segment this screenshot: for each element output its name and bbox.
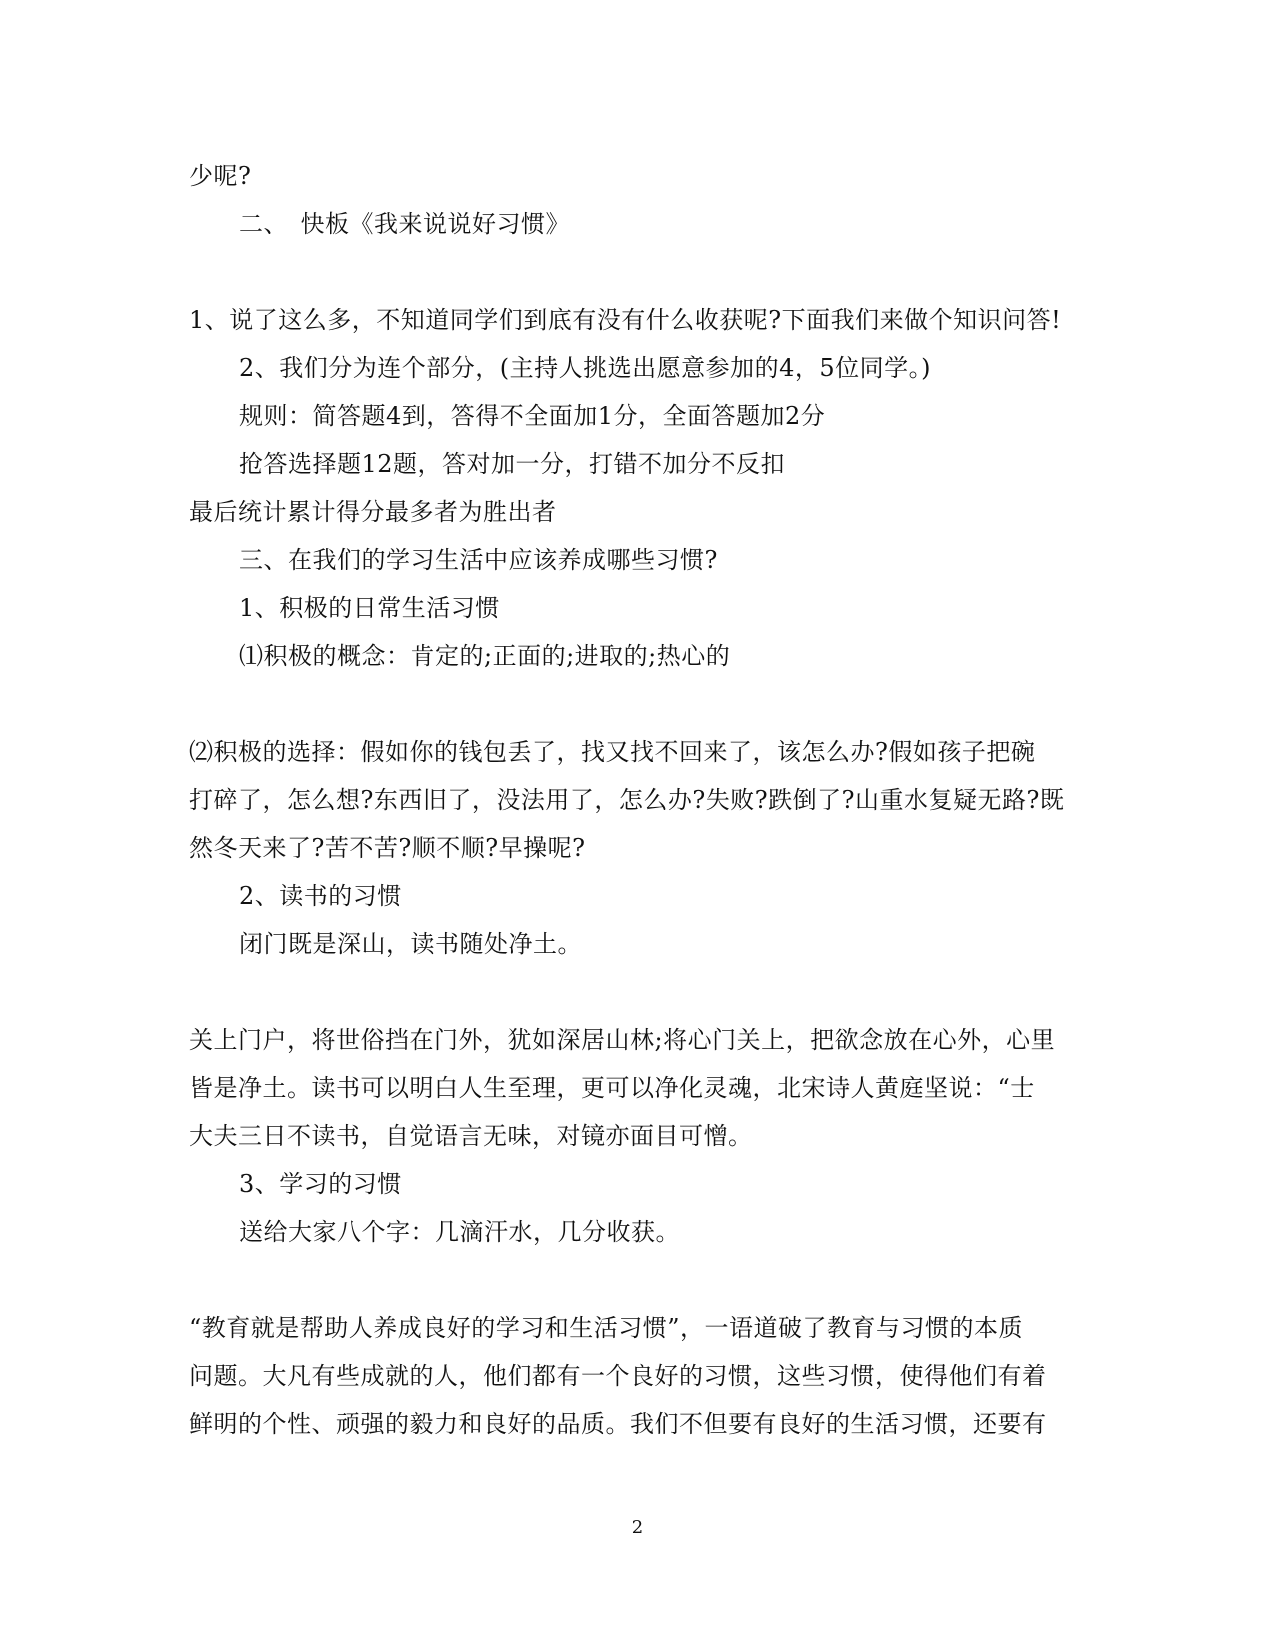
text-line: ⑴积极的概念：肯定的;正面的;进取的;热心的 [239,642,731,670]
text-line: 抢答选择题12题，答对加一分，打错不加分不反扣 [239,450,786,478]
text-line: 最后统计累计得分最多者为胜出者 [189,498,557,526]
text-line: 打碎了，怎么想?东西旧了，没法用了，怎么办?失败?跌倒了?山重水复疑无路?既 [189,786,1065,814]
text-line: 关上门户，将世俗挡在门外，犹如深居山林;将心门关上，把欲念放在心外，心里 [189,1026,1056,1054]
paragraph-gap [189,968,1089,1016]
paragraph-gap [189,680,1089,728]
text-line: 送给大家八个字：几滴汗水，几分收获。 [239,1218,680,1246]
paragraph-gap [189,248,1089,296]
text-line: 规则：简答题4到，答得不全面加1分，全面答题加2分 [239,402,826,430]
text-line: 皆是净土。读书可以明白人生至理，更可以净化灵魂，北宋诗人黄庭坚说：“士 [189,1074,1035,1102]
section-heading: 三、在我们的学习生活中应该养成哪些习惯? [239,546,718,574]
subsection-heading: 1、积极的日常生活习惯 [239,594,500,622]
paragraph-gap [189,1256,1089,1304]
subsection-heading: 3、学习的习惯 [239,1170,402,1198]
text-line: 2、我们分为连个部分，(主持人挑选出愿意参加的4，5位同学。) [239,354,932,382]
text-line: 1、说了这么多，不知道同学们到底有没有什么收获呢?下面我们来做个知识问答! [189,306,1062,334]
document-body [189,152,1089,1448]
text-line: 问题。大凡有些成就的人，他们都有一个良好的习惯，这些习惯，使得他们有着 [189,1362,1047,1390]
text-line: 闭门既是深山，读书随处净土。 [239,930,582,958]
page-number: 2 [631,1517,644,1538]
text-line: 鲜明的个性、顽强的毅力和良好的品质。我们不但要有良好的生活习惯，还要有 [189,1410,1047,1438]
subsection-heading: 2、读书的习惯 [239,882,402,910]
text-line: 然冬天来了?苦不苦?顺不顺?早操呢? [189,834,586,862]
text-line: 少呢? [189,162,252,190]
text-line: 大夫三日不读书，自觉语言无味，对镜亦面目可憎。 [189,1122,753,1150]
text-line: ⑵积极的选择：假如你的钱包丢了，找又找不回来了，该怎么办?假如孩子把碗 [189,738,1036,766]
text-line: “教育就是帮助人养成良好的学习和生活习惯”，一语道破了教育与习惯的本质 [189,1314,1024,1342]
section-heading: 二、 快板《我来说说好习惯》 [239,210,570,238]
